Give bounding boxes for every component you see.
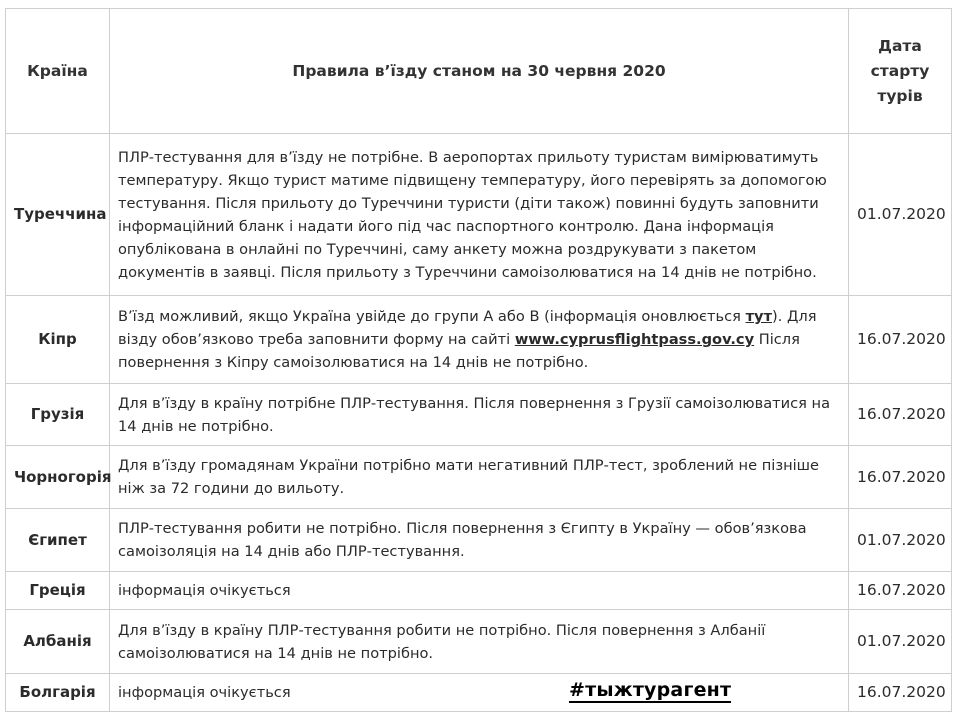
table-row [6,610,952,674]
country-cell: Єгипет [6,509,110,572]
table-row [6,674,952,712]
date-cell: 16.07.2020 [849,446,952,509]
table-row [6,384,952,446]
rule-text: ). Для візду обов’язково треба заповнити форму на сайті [118,308,817,348]
info-link[interactable]: тут [745,308,773,325]
entry-rules-table [5,8,952,712]
date-cell: 16.07.2020 [849,674,952,712]
date-cell: 16.07.2020 [849,572,952,610]
rule-cell: ПЛР-тестування робити не потрібно. Після повернення з Єгипту в Україну — обов’язкова самоізоляція на 14 днів або ПЛР-тестування. [110,509,849,572]
table-row [6,134,952,296]
header-date [849,9,952,134]
country-cell: Албанія [6,610,110,674]
rule-cell [110,296,849,384]
table-row [6,572,952,610]
rule-cell: Для в’їзду в країну ПЛР-тестування робити не потрібно. Після повернення з Албанії самоізолюватися на 14 днів не потрібно. [110,610,849,674]
rule-cell: Для в’їзду громадянам України потрібно мати негативний ПЛР-тест, зроблений не пізніше ніж за 72 години до вильоту. [110,446,849,509]
date-cell: 01.07.2020 [849,134,952,296]
table-row [6,509,952,572]
header-date-line2: старту [870,61,930,80]
country-cell: Чорногорія [6,446,110,509]
date-cell: 16.07.2020 [849,384,952,446]
rule-text: В’їзд можливий, якщо Україна увійде до групи А або В (інформація оновлюється [118,308,746,325]
cyprus-flightpass-link[interactable]: www.cyprusflightpass.gov.cy [514,331,755,348]
header-date-line1: Дата [878,36,922,55]
rule-cell: інформація очікується [110,674,849,712]
rule-cell: інформація очікується [110,572,849,610]
country-cell: Туреччина [6,134,110,296]
table-row [6,296,952,384]
country-cell: Кіпр [6,296,110,384]
country-cell: Греція [6,572,110,610]
header-rules: Правила в’їзду станом на 30 червня 2020 [110,9,849,134]
header-country: Країна [6,9,110,134]
hashtag-overlay: #тыжтурагент [569,679,732,701]
rule-cell: ПЛР-тестування для в’їзду не потрібне. В аеропортах прильоту туристам вимірюватимуть температуру. Якщо турист матиме підвищену температуру, його перевірять за допомогою тестування. Після прильоту до Туреччини туристи (діти також) повинні будуть заповнити інформаційний бланк і надати його під час паспортного контролю. Дана інформація опублікована в онлайні по Туреччині, саму анкету можна роздрукувати з пакетом документів в заявці. Після прильоту з Туреччини самоізолюватися на 14 днів не потрібно. [110,134,849,296]
rule-cell: Для в’їзду в країну потрібне ПЛР-тестування. Після повернення з Грузії самоізолюватися на 14 днів не потрібно. [110,384,849,446]
country-cell: Грузія [6,384,110,446]
table-header-row [6,9,952,134]
date-cell: 16.07.2020 [849,296,952,384]
country-cell: Болгарія [6,674,110,712]
header-date-line3: турів [877,86,923,105]
date-cell: 01.07.2020 [849,610,952,674]
date-cell: 01.07.2020 [849,509,952,572]
rule-text: Після повернення з Кіпру самоізолюватися на 14 днів не потрібно. [118,331,800,371]
table-row [6,446,952,509]
